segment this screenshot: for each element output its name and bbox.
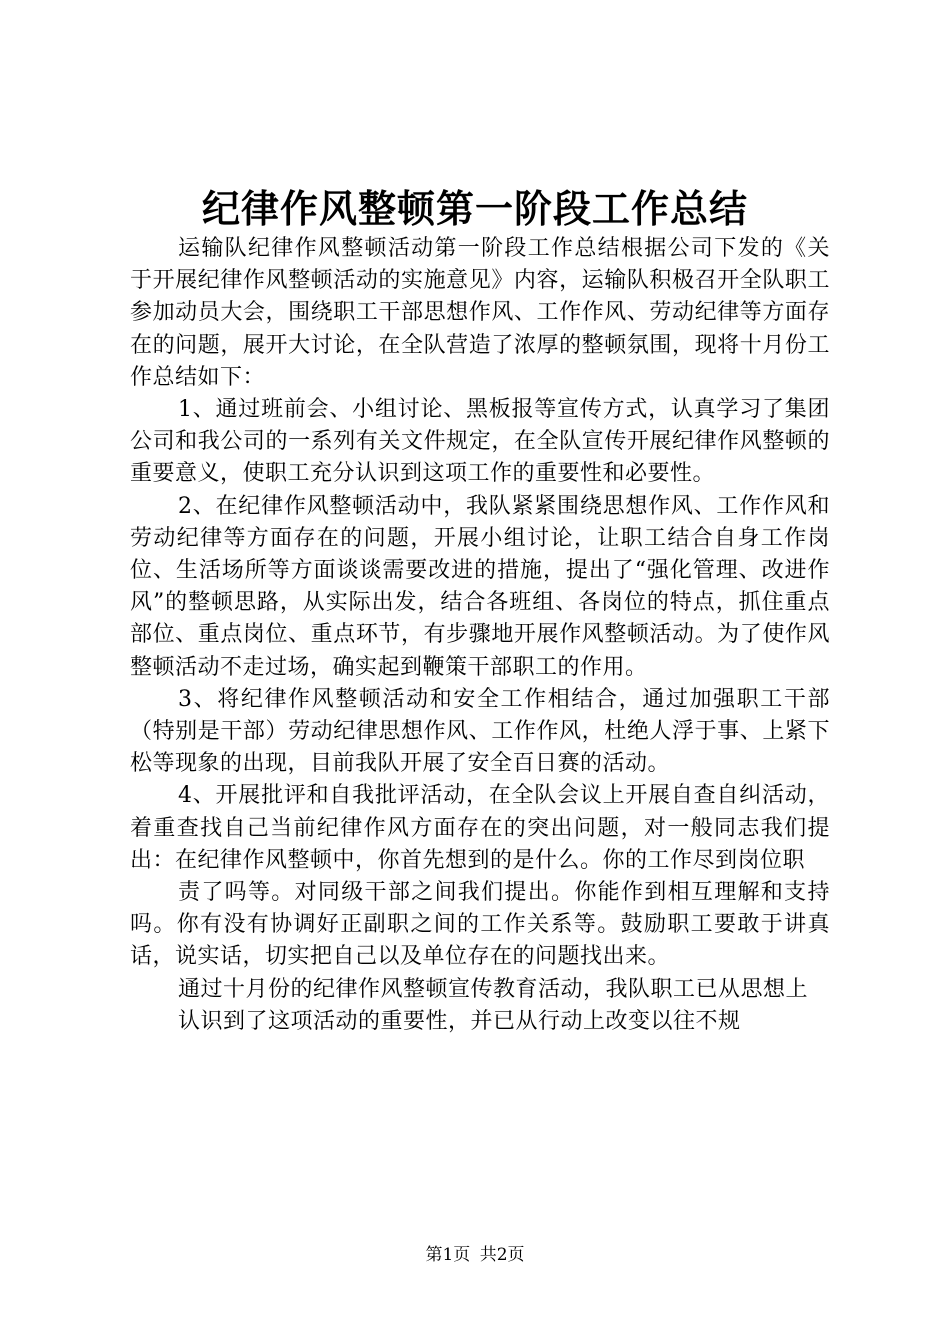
- paragraph-item-2: 2、在纪律作风整顿活动中，我队紧紧围绕思想作风、工作作风和劳动纪律等方面存在的问题，开展小组讨论，让职工结合自身工作岗位、生活场所等方面谈谈需要改进的措施，提出了“强化管理、改进作风”的整顿思路，从实际出发，结合各班组、各岗位的特点，抓住重点部位、重点岗位、重点环节，有步骤地开展作风整顿活动。为了使作风整顿活动不走过场，确实起到鞭策干部职工的作用。: [130, 493, 830, 680]
- paragraph-continuation-3: 认识到了这项活动的重要性，并已从行动上改变以往不规: [178, 1008, 741, 1034]
- paragraph-item-1: 1、通过班前会、小组讨论、黑板报等宣传方式，认真学习了集团公司和我公司的一系列有关文件规定，在全队宣传开展纪律作风整顿的重要意义，使职工充分认识到这项工作的重要性和必要性。: [130, 397, 830, 487]
- paragraph-item-4: 4、开展批评和自我批评活动，在全队会议上开展自查自纠活动，着重查找自己当前纪律作风方面存在的突出问题，对一般同志我们提出：在纪律作风整顿中，你首先想到的是什么。你的工作尽到岗位职: [130, 783, 830, 873]
- document-body: [130, 233, 830, 1038]
- document-title: 纪律作风整顿第一阶段工作总结: [201, 186, 748, 231]
- paragraph-intro: 运输队纪律作风整顿活动第一阶段工作总结根据公司下发的《关于开展纪律作风整顿活动的实施意见》内容，运输队积极召开全队职工参加动员大会，围绕职工干部思想作风、工作作风、劳动纪律等方面存在的问题，展开大讨论，在全队营造了浓厚的整顿氛围，现将十月份工作总结如下：: [130, 236, 830, 390]
- paragraph-continuation-1: 责了吗等。对同级干部之间我们提出。你能作到相互理解和支持吗。你有没有协调好正副职之间的工作关系等。鼓励职工要敢于讲真话，说实话，切实把自己以及单位存在的问题找出来。: [130, 880, 830, 970]
- page-number: 第1页: [425, 1245, 471, 1265]
- paragraph-continuation-2: 通过十月份的纪律作风整顿宣传教育活动，我队职工已从思想上: [178, 976, 809, 1002]
- page-total: 共2页: [479, 1245, 525, 1265]
- paragraph-item-3: 3、将纪律作风整顿活动和安全工作相结合，通过加强职工干部（特别是干部）劳动纪律思想作风、工作作风，杜绝人浮于事、上紧下松等现象的出现，目前我队开展了安全百日赛的活动。: [130, 686, 830, 777]
- page-footer: [0, 1243, 950, 1267]
